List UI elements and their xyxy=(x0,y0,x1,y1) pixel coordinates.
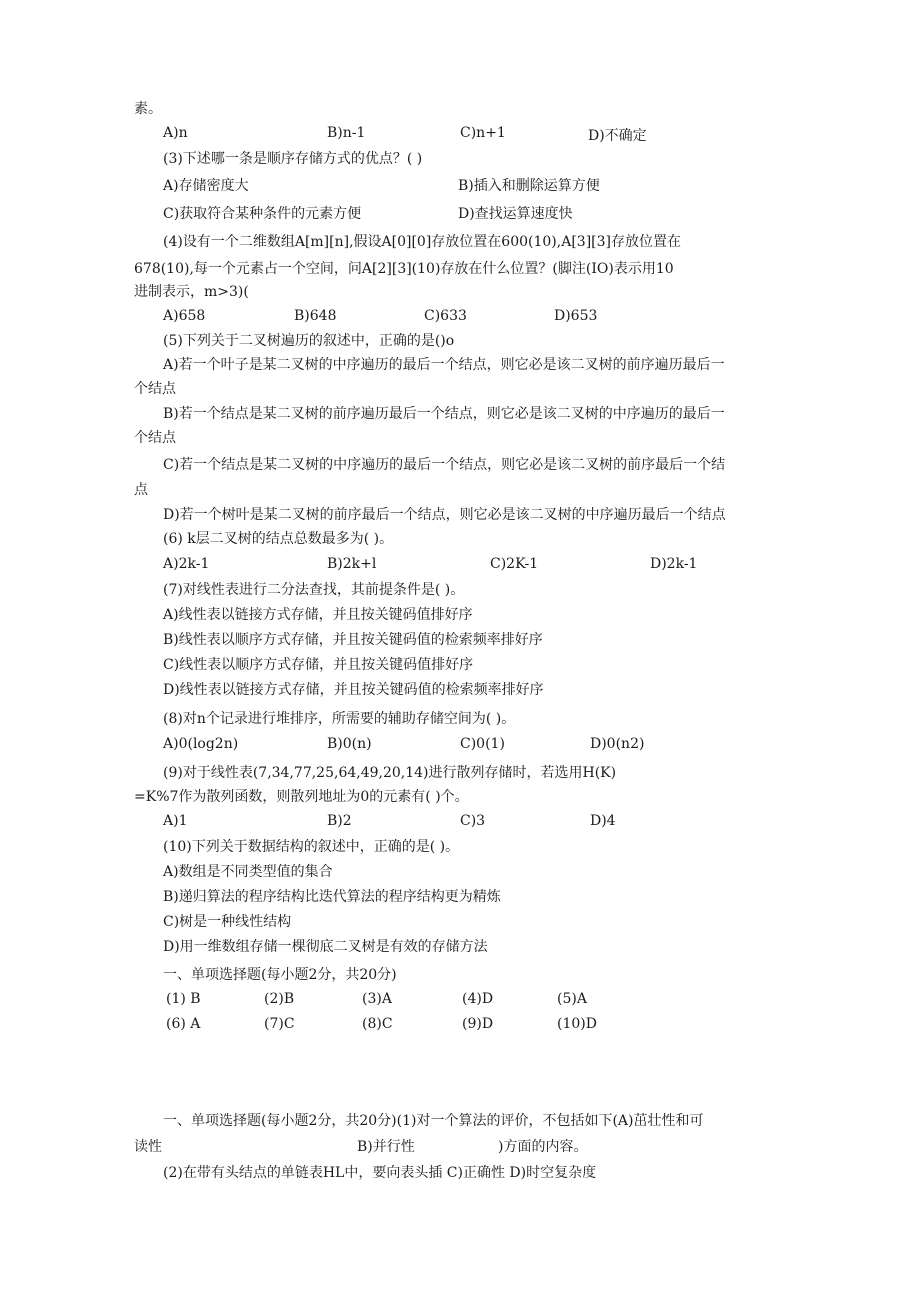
q5-option-d: D)若一个树叶是某二叉树的前序最后一个结点，则它必是该二叉树的中序遍历最后一个结点 xyxy=(163,507,726,523)
bottom-line2-part1: 读性 xyxy=(134,1139,162,1155)
answer-item: (9)D xyxy=(462,1016,494,1032)
question-9-line2: =K%7作为散列函数，则散列地址为0的元素有( )个。 xyxy=(134,789,469,805)
q5-option-c-line2: 点 xyxy=(134,482,148,498)
option-c: C)获取符合某种条件的元素方便 xyxy=(163,206,362,222)
continuation-text: 素。 xyxy=(134,101,162,117)
answer-item: (5)A xyxy=(557,991,587,1007)
q5-option-a-line1: A)若一个叶子是某二叉树的中序遍历的最后一个结点，则它必是该二叉树的前序遍历最后一 xyxy=(163,357,725,373)
option-c: C)3 xyxy=(460,813,486,829)
option-c: C)n+1 xyxy=(460,125,506,141)
option-d: D)653 xyxy=(554,308,598,324)
option-a: A)2k-1 xyxy=(163,556,210,572)
question-4-line1: (4)设有一个二维数组A[m][n],假设A[0][0]存放位置在600(10),A[3][3]存放位置在 xyxy=(163,234,681,250)
bottom-line2-part2: B)并行性 xyxy=(357,1139,415,1155)
option-d: D)0(n2) xyxy=(590,736,645,752)
bottom-line3: (2)在带有头结点的单链表HL中，要向表头插 C)正确性 D)时空复杂度 xyxy=(163,1165,597,1181)
option-c: C)633 xyxy=(424,308,467,324)
option-a: A)658 xyxy=(163,308,206,324)
option-a: A)n xyxy=(163,125,188,141)
bottom-line2-part3: )方面的内容。 xyxy=(498,1139,588,1155)
question-3-stem: (3)下述哪一条是顺序存储方式的优点？( ) xyxy=(163,151,423,167)
q10-option-a: A)数组是不同类型值的集合 xyxy=(163,864,333,880)
option-b: B)插入和删除运算方便 xyxy=(458,178,600,194)
q5-option-b-line2: 个结点 xyxy=(134,430,176,446)
answer-item: (2)B xyxy=(264,991,295,1007)
option-d: D)4 xyxy=(590,813,616,829)
answer-item: (10)D xyxy=(557,1016,597,1032)
question-9-line1: (9)对于线性表(7,34,77,25,64,49,20,14)进行散列存储时，若选用H(K) xyxy=(163,765,617,781)
question-4-line2: 678(10),每一个元素占一个空间，问A[2][3](10)存放在什么位置？(脚注(IO)表示用10 xyxy=(134,261,674,277)
option-b: B)2k+l xyxy=(327,556,377,572)
answer-item: (8)C xyxy=(362,1016,393,1032)
q7-option-a: A)线性表以链接方式存储，并且按关键码值排好序 xyxy=(163,607,473,623)
bottom-line1: 一、单项选择题(每小题2分，共20分)(1)对一个算法的评价，不包括如下(A)茁壮性和可 xyxy=(163,1113,704,1129)
q7-option-d: D)线性表以链接方式存储，并且按关键码值的检索频率排好序 xyxy=(163,682,544,698)
q10-option-b: B)递归算法的程序结构比迭代算法的程序结构更为精炼 xyxy=(163,889,501,905)
option-b: B)648 xyxy=(294,308,337,324)
option-d: D)不确定 xyxy=(588,128,647,144)
q10-option-c: C)树是一种线性结构 xyxy=(163,914,292,930)
question-8-stem: (8)对n个记录进行堆排序，所需要的辅助存储空间为( )。 xyxy=(163,711,516,727)
answer-item: (3)A xyxy=(362,991,392,1007)
question-6-stem: (6) k层二叉树的结点总数最多为( )。 xyxy=(163,531,394,547)
answer-item: (7)C xyxy=(264,1016,295,1032)
option-b: B)0(n) xyxy=(327,736,372,752)
question-10-stem: (10)下列关于数据结构的叙述中，正确的是( )。 xyxy=(163,839,460,855)
q7-option-c: C)线性表以顺序方式存储，并且按关键码值排好序 xyxy=(163,657,474,673)
question-4-line3: 进制表示，m>3)( xyxy=(134,284,249,300)
answers-heading: 一、单项选择题(每小题2分，共20分) xyxy=(163,967,397,983)
q5-option-b-line1: B)若一个结点是某二叉树的前序遍历最后一个结点，则它必是该二叉树的中序遍历的最后一 xyxy=(163,406,725,422)
option-d: D)查找运算速度快 xyxy=(458,206,573,222)
q5-option-c-line1: C)若一个结点是某二叉树的中序遍历的最后一个结点，则它必是该二叉树的前序最后一个结 xyxy=(163,457,726,473)
option-a: A)0(log2n) xyxy=(163,736,239,752)
option-d: D)2k-1 xyxy=(650,556,698,572)
option-c: C)0(1) xyxy=(460,736,505,752)
option-b: B)n-1 xyxy=(327,125,366,141)
option-a: A)存储密度大 xyxy=(163,178,249,194)
option-a: A)1 xyxy=(163,813,188,829)
option-b: B)2 xyxy=(327,813,352,829)
q10-option-d: D)用一维数组存储一棵彻底二叉树是有效的存储方法 xyxy=(163,939,488,955)
q7-option-b: B)线性表以顺序方式存储，并且按关键码值的检索频率排好序 xyxy=(163,632,543,648)
answer-item: (6) A xyxy=(166,1016,201,1032)
answer-item: (1) B xyxy=(166,991,201,1007)
q5-option-a-line2: 个结点 xyxy=(134,381,176,397)
question-5-stem: (5)下列关于二叉树遍历的叙述中，正确的是()o xyxy=(163,333,455,349)
option-c: C)2K-1 xyxy=(490,556,539,572)
question-7-stem: (7)对线性表进行二分法查找，其前提条件是( )。 xyxy=(163,582,465,598)
answer-item: (4)D xyxy=(462,991,494,1007)
